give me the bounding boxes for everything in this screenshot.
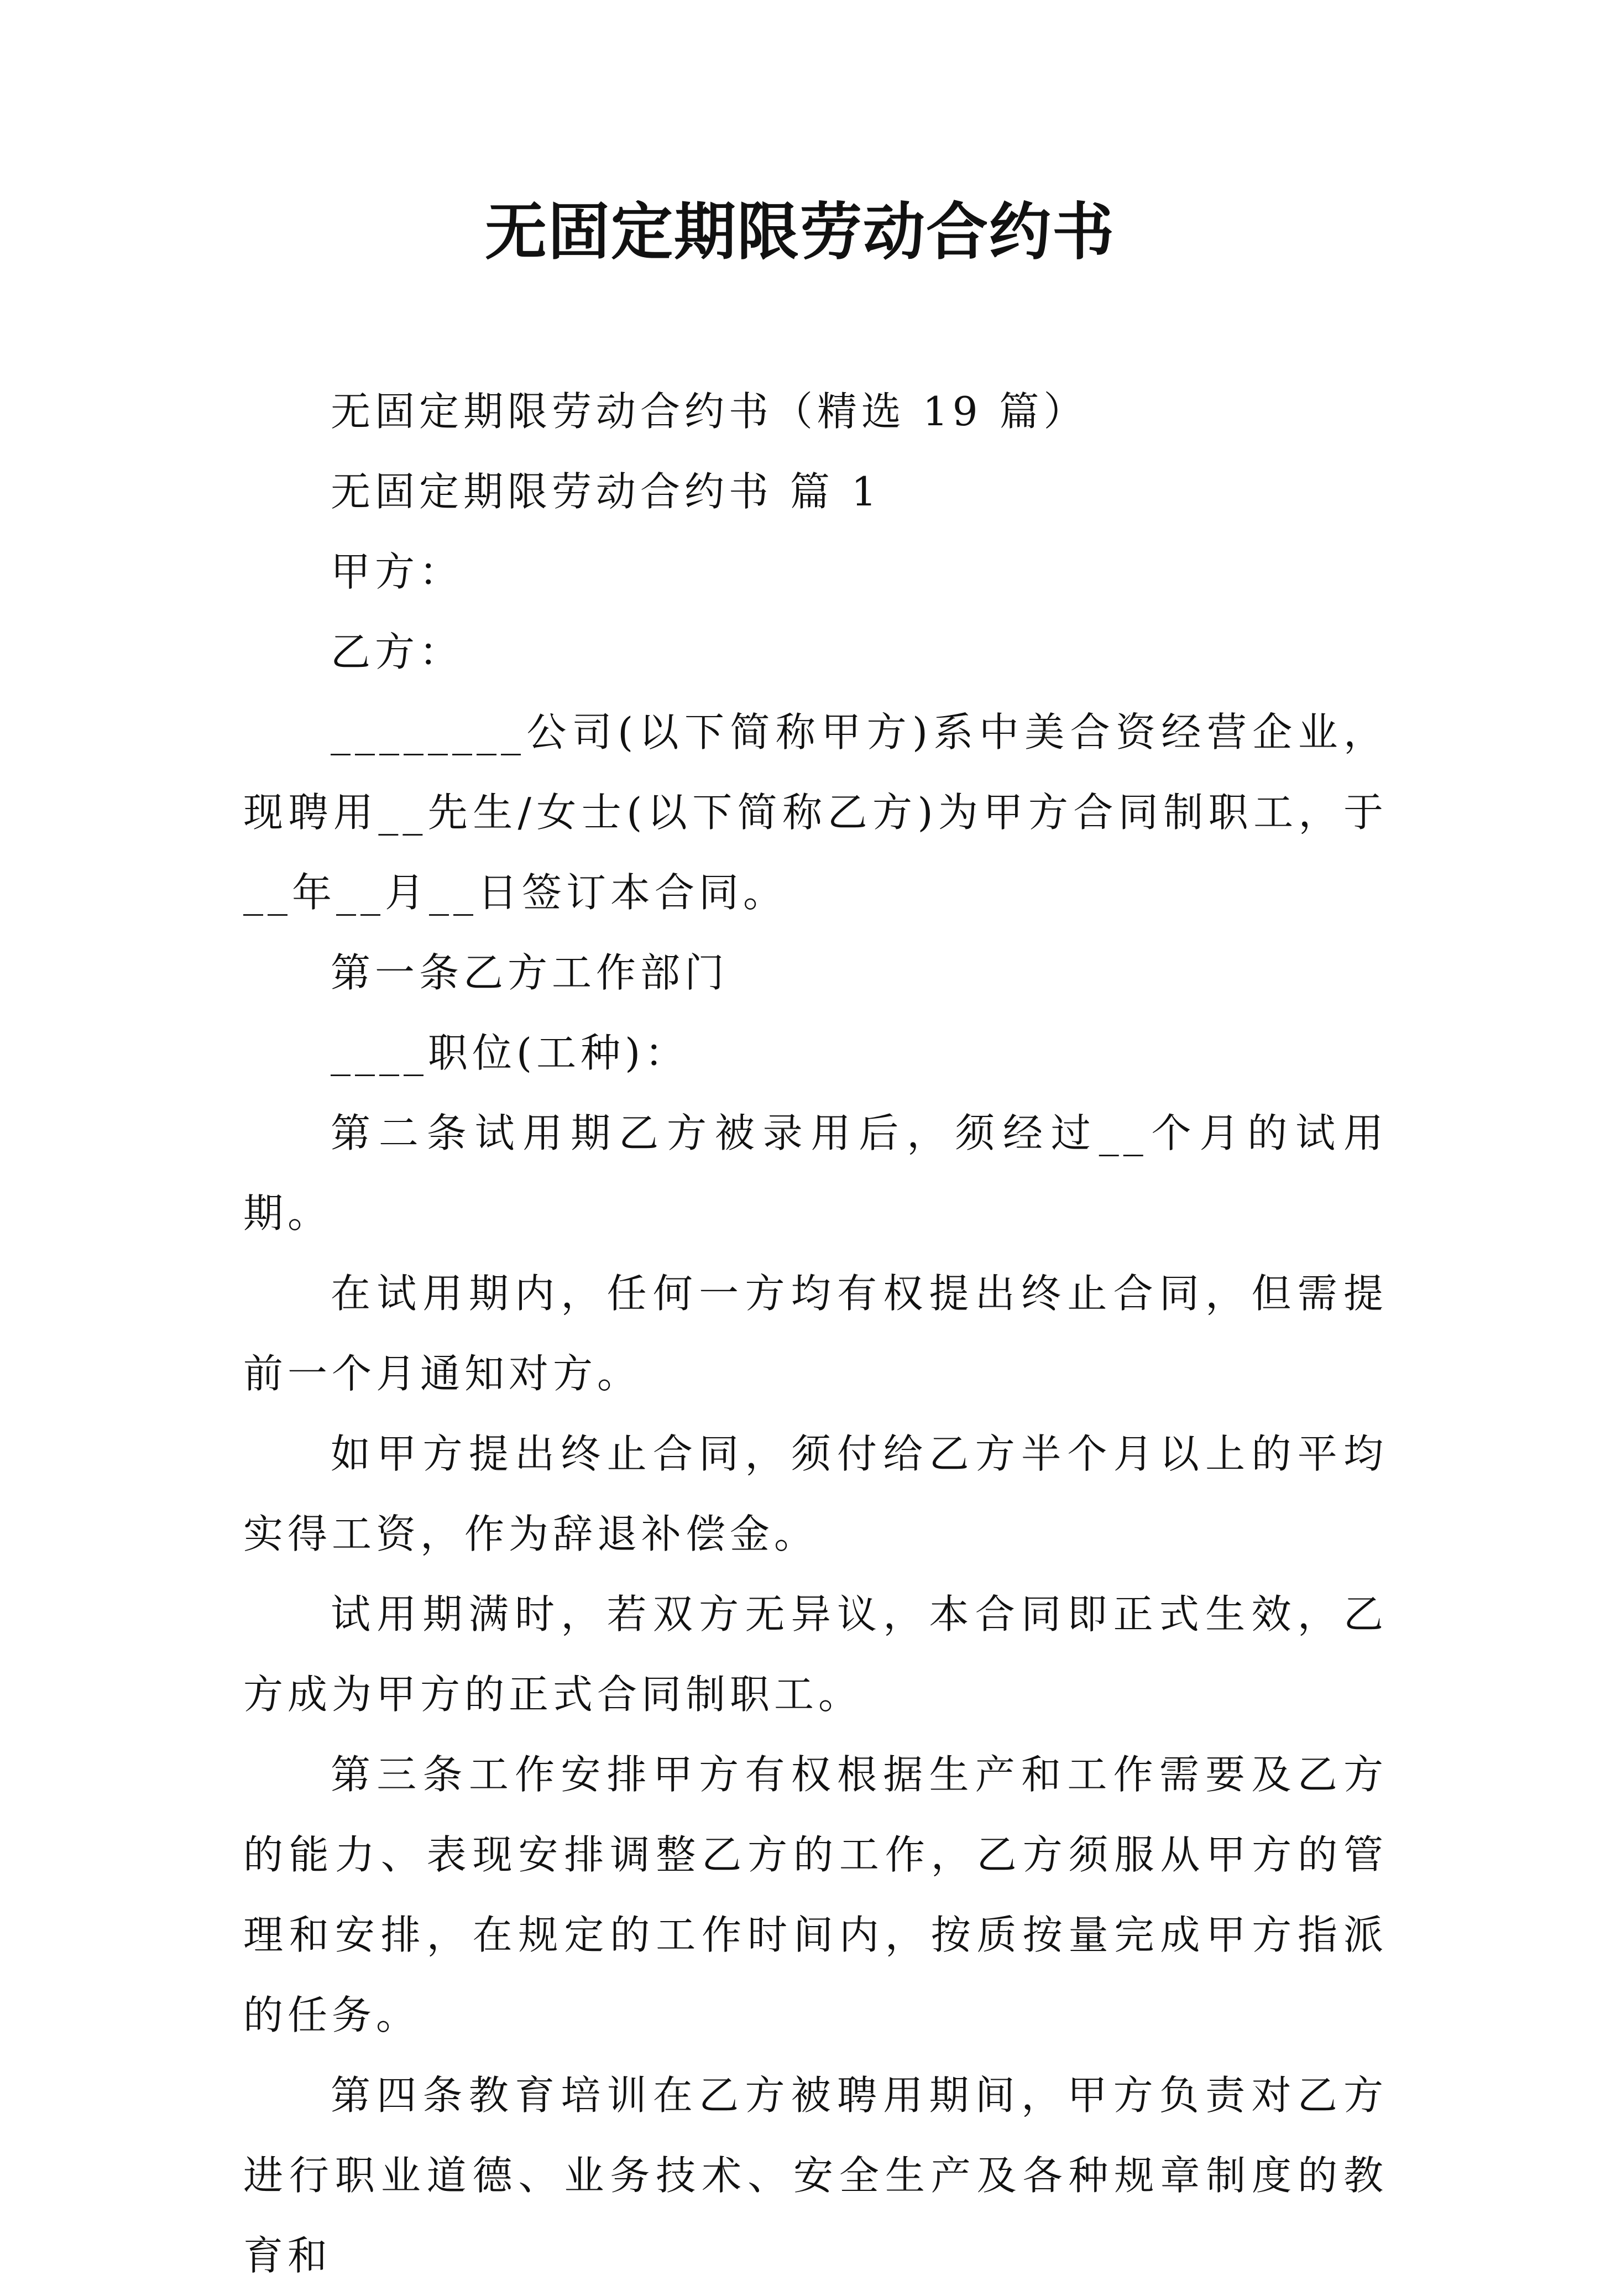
paragraph-article-2: 第二条试用期乙方被录用后，须经过__个月的试用期。 (243, 1110, 1388, 1236)
paragraph-section-heading: 无固定期限劳动合约书 篇 1 (331, 468, 881, 515)
paragraph-party-b: 乙方： (331, 629, 464, 675)
paragraph-probation-termination: 在试用期内，任何一方均有权提出终止合同，但需提前一个月通知对方。 (243, 1270, 1388, 1397)
document-body (243, 372, 1388, 2296)
paragraph-subtitle: 无固定期限劳动合约书（精选 19 篇） (331, 388, 1088, 435)
paragraph-article-3: 第三条工作安排甲方有权根据生产和工作需要及乙方的能力、表现安排调整乙方的工作，乙方须服从甲方的管理和安排，在规定的工作时间内，按质按量完成甲方指派的任务。 (243, 1751, 1388, 2038)
paragraph-probation-end: 试用期满时，若双方无异议，本合同即正式生效，乙方成为甲方的正式合同制职工。 (243, 1591, 1388, 1718)
paragraph-preamble: ________公司(以下简称甲方)系中美合资经营企业，现聘用__先生/女士(以下简称乙方)为甲方合同制职工，于__年__月__日签订本合同。 (243, 709, 1388, 916)
paragraph-position: ____职位(工种)： (331, 1030, 689, 1076)
paragraph-compensation: 如甲方提出终止合同，须付给乙方半个月以上的平均实得工资，作为辞退补偿金。 (243, 1431, 1388, 1557)
paragraph-article-1: 第一条乙方工作部门 (331, 949, 729, 996)
paragraph-article-4: 第四条教育培训在乙方被聘用期间，甲方负责对乙方进行职业道德、业务技术、安全生产及各种规章制度的教育和 (243, 2072, 1388, 2279)
paragraph-party-a: 甲方： (331, 549, 464, 595)
document-title: 无固定期限劳动合约书 (485, 196, 1115, 268)
